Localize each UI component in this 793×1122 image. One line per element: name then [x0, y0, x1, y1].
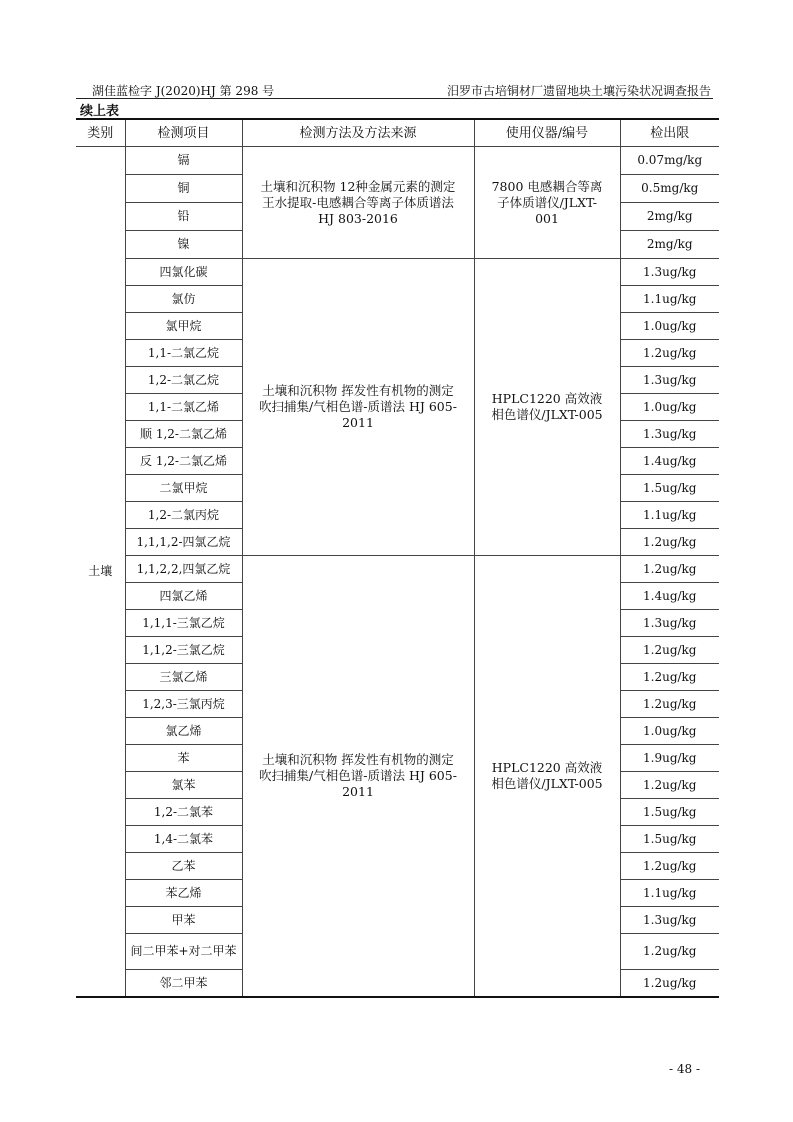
limit-cell: 1.1ug/kg — [620, 286, 719, 313]
limit-cell: 1.2ug/kg — [620, 691, 719, 718]
item-cell: 氯仿 — [125, 286, 242, 313]
item-cell: 1,1-二氯乙烷 — [125, 340, 242, 367]
limit-cell: 1.2ug/kg — [620, 853, 719, 880]
item-cell: 氯苯 — [125, 772, 242, 799]
item-cell: 苯乙烯 — [125, 880, 242, 907]
limit-cell: 1.2ug/kg — [620, 556, 719, 583]
method-cell: 土壤和沉积物 挥发性有机物的测定 吹扫捕集/气相色谱-质谱法 HJ 605-2011 — [242, 556, 474, 998]
table-row — [76, 556, 719, 583]
table-row — [76, 259, 719, 286]
limit-cell: 1.3ug/kg — [620, 259, 719, 286]
column-header-category: 类别 — [76, 119, 125, 147]
column-header-item: 检测项目 — [125, 119, 242, 147]
item-cell: 四氯化碳 — [125, 259, 242, 286]
limit-cell: 1.0ug/kg — [620, 313, 719, 340]
limit-cell: 1.1ug/kg — [620, 502, 719, 529]
item-cell: 1,1,2-三氯乙烷 — [125, 637, 242, 664]
instrument-cell: 7800 电感耦合等离子体质谱仪/JLXT-001 — [474, 147, 620, 259]
item-cell: 顺 1,2-二氯乙烯 — [125, 421, 242, 448]
item-cell: 1,2-二氯丙烷 — [125, 502, 242, 529]
item-cell: 三氯乙烯 — [125, 664, 242, 691]
limit-cell: 1.0ug/kg — [620, 718, 719, 745]
item-cell: 铜 — [125, 175, 242, 203]
limit-cell: 0.5mg/kg — [620, 175, 719, 203]
limit-cell: 1.3ug/kg — [620, 367, 719, 394]
method-cell: 土壤和沉积物 12种金属元素的测定 王水提取-电感耦合等离子体质谱法 HJ 803-2016 — [242, 147, 474, 259]
limit-cell: 1.5ug/kg — [620, 826, 719, 853]
method-cell: 土壤和沉积物 挥发性有机物的测定 吹扫捕集/气相色谱-质谱法 HJ 605-2011 — [242, 259, 474, 556]
item-cell: 二氯甲烷 — [125, 475, 242, 502]
item-cell: 1,2-二氯苯 — [125, 799, 242, 826]
limit-cell: 1.9ug/kg — [620, 745, 719, 772]
limit-cell: 1.0ug/kg — [620, 394, 719, 421]
item-cell: 氯甲烷 — [125, 313, 242, 340]
limit-cell: 1.2ug/kg — [620, 970, 719, 998]
limit-cell: 1.4ug/kg — [620, 448, 719, 475]
page-number: - 48 - — [669, 1062, 701, 1076]
table-row — [76, 147, 719, 175]
limit-cell: 1.3ug/kg — [620, 907, 719, 934]
item-cell: 镍 — [125, 231, 242, 259]
item-cell: 1,1,2,2,四氯乙烷 — [125, 556, 242, 583]
limit-cell: 1.2ug/kg — [620, 772, 719, 799]
instrument-cell: HPLC1220 高效液相色谱仪/JLXT-005 — [474, 556, 620, 998]
item-cell: 甲苯 — [125, 907, 242, 934]
limit-cell: 1.3ug/kg — [620, 421, 719, 448]
limit-cell: 1.2ug/kg — [620, 340, 719, 367]
table-header-row — [76, 119, 719, 147]
item-cell: 邻二甲苯 — [125, 970, 242, 998]
item-cell: 铅 — [125, 203, 242, 231]
limit-cell: 2mg/kg — [620, 203, 719, 231]
item-cell: 四氯乙烯 — [125, 583, 242, 610]
item-cell: 间二甲苯+对二甲苯 — [125, 934, 242, 970]
limit-cell: 1.2ug/kg — [620, 637, 719, 664]
item-cell: 1,2-二氯乙烷 — [125, 367, 242, 394]
item-cell: 苯 — [125, 745, 242, 772]
limit-cell: 1.2ug/kg — [620, 664, 719, 691]
limit-cell: 1.3ug/kg — [620, 610, 719, 637]
limit-cell: 1.2ug/kg — [620, 529, 719, 556]
limit-cell: 0.07mg/kg — [620, 147, 719, 175]
column-header-instrument: 使用仪器/编号 — [474, 119, 620, 147]
limit-cell: 1.5ug/kg — [620, 475, 719, 502]
continued-table-title: 续上表 — [80, 104, 120, 119]
detection-methods-table — [76, 118, 719, 998]
item-cell: 反 1,2-二氯乙烯 — [125, 448, 242, 475]
report-title: 汨罗市古培铜材厂遗留地块土壤污染状况调查报告 — [446, 84, 711, 98]
item-cell: 1,2,3-三氯丙烷 — [125, 691, 242, 718]
category-cell: 土壤 — [76, 147, 125, 998]
limit-cell: 1.1ug/kg — [620, 880, 719, 907]
item-cell: 乙苯 — [125, 853, 242, 880]
limit-cell: 2mg/kg — [620, 231, 719, 259]
report-number: 湖佳蓝检字 J(2020)HJ 第 298 号 — [92, 84, 275, 98]
column-header-method: 检测方法及方法来源 — [242, 119, 474, 147]
instrument-cell: HPLC1220 高效液相色谱仪/JLXT-005 — [474, 259, 620, 556]
item-cell: 1,1-二氯乙烯 — [125, 394, 242, 421]
item-cell: 1,4-二氯苯 — [125, 826, 242, 853]
limit-cell: 1.2ug/kg — [620, 934, 719, 970]
item-cell: 氯乙烯 — [125, 718, 242, 745]
limit-cell: 1.5ug/kg — [620, 799, 719, 826]
item-cell: 镉 — [125, 147, 242, 175]
header-rule — [76, 98, 713, 99]
item-cell: 1,1,1,2-四氯乙烷 — [125, 529, 242, 556]
item-cell: 1,1,1-三氯乙烷 — [125, 610, 242, 637]
limit-cell: 1.4ug/kg — [620, 583, 719, 610]
column-header-limit: 检出限 — [620, 119, 719, 147]
